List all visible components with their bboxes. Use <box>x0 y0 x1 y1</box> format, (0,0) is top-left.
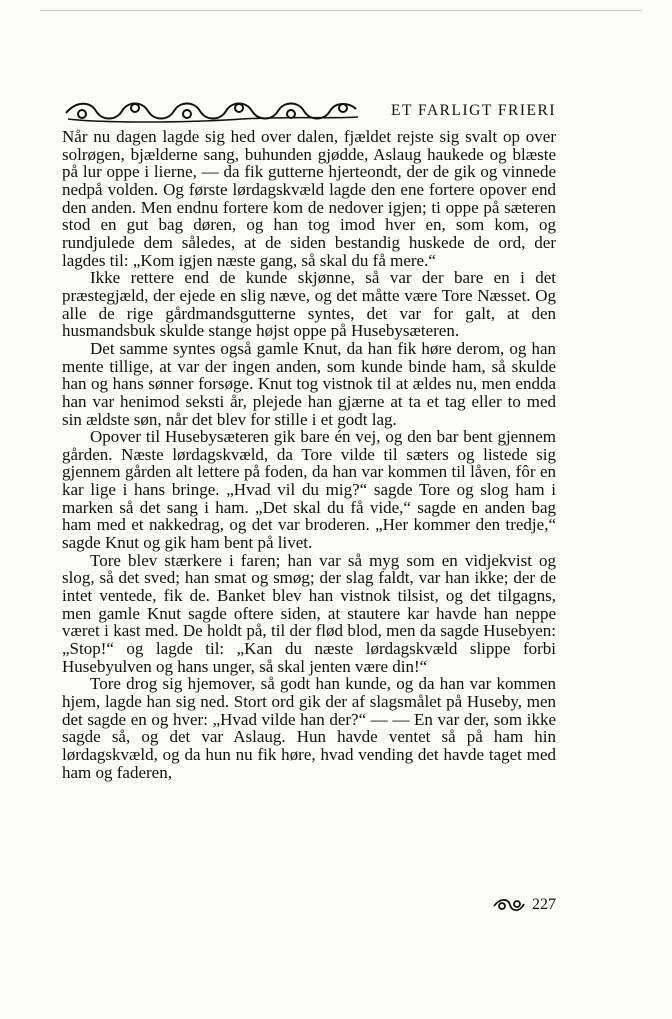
running-title: ET FARLIGT FRIERI <box>390 102 556 119</box>
paragraph: Tore drog sig hjemover, så godt han kunde, og da han var kommen hjem, lagde han sig ned. Stort ord gik der af slagsmålet på Huseby, men det sagde en og hver: „Hvad vilde han der?“ — — En var der, som ikke sagde så, og det var Aslaug. Hun havde ventet så på ham hin lørdagskvæld, og da hun nu fik høre, hvad vending det havde taget med ham og faderen, <box>62 674 556 782</box>
scan-edge-line <box>40 10 642 11</box>
page-number: 227 <box>532 896 556 913</box>
page-footer <box>492 896 556 914</box>
small-vine-ornament-icon <box>492 896 526 914</box>
paragraph: Det samme syntes også gamle Knut, da han fik høre derom, og han mente tillige, at var der ingen anden, som kunde binde ham, så skulde han og hans sønner forsøge. Knut tog vistnok til at ældes nu, men endda han var henimod seksti år, plejede han gjærne at ta et tag eller to med sin ældste søn, når det blev for stille i et godt lag. <box>62 338 556 429</box>
body-text <box>62 128 556 781</box>
paragraph: Opover til Husebysæteren gik bare én vej, og den bar bent gjennem gården. Næste lørdagskvæld, da Tore vilde til sæters og listede sig gjennem gården alt lettere på foden, da han var kommen til låven, fôr en kar lige i hans bringe. „Hvad vil du mig?“ sagde Tore og slog ham i marken så det sang i ham. „Det skal du få vide,“ sagde en anden bag ham med et nakkedrag, og det var broderen. „Her kommer den tredje,“ sagde Knut og gik ham bent på livet. <box>62 427 556 553</box>
page-header <box>62 96 556 126</box>
paragraph: Tore blev stærkere i faren; han var så myg som en vidjekvist og slog, så det sved; han smat og smøg; der slag faldt, var han ikke; der de intet ventede, fik de. Banket blev han vistnok tilsist, og det tilgagns, men gamle Knut sagde oftere siden, at stautere kar havde han neppe været i kast med. De holdt på, til der flød blod, men da sagde Husebyen: „Stop!“ og lagde til: „Kan du næste lørdagskvæld slippe forbi Husebyulven og hans unger, så skal jenten være din!“ <box>62 550 556 676</box>
vine-ornament-icon <box>62 99 362 123</box>
paragraph: Når nu dagen lagde sig hed over dalen, fjældet rejste sig svalt op over solrøgen, bjælderne sang, buhunden gjødde, Aslaug haukede og blæste på lur oppe i lierne, — da fik gutterne hjerteondt, der de gik og vinnede nedpå volden. Og første lørdagskvæld lagde den ene fortere opover end den anden. Men endnu fortere kom de nedover igjen; ti oppe på sæteren stod en gut bag døren, og han tog imod hver en, som kom, og rundjulede dem således, at de siden bestandig huskede de ord, der lagdes til: „Kom igjen næste gang, så skal du få mere.“ <box>62 127 556 270</box>
paragraph: Ikke rettere end de kunde skjønne, så var der bare en i det præstegjæld, der ejede en slig næve, og det måtte være Tore Næsset. Og alle de rige gårdmandsgutterne syntes, det var for galt, at den husmandsbuk skulde stange højst oppe på Husebysæteren. <box>62 268 556 341</box>
